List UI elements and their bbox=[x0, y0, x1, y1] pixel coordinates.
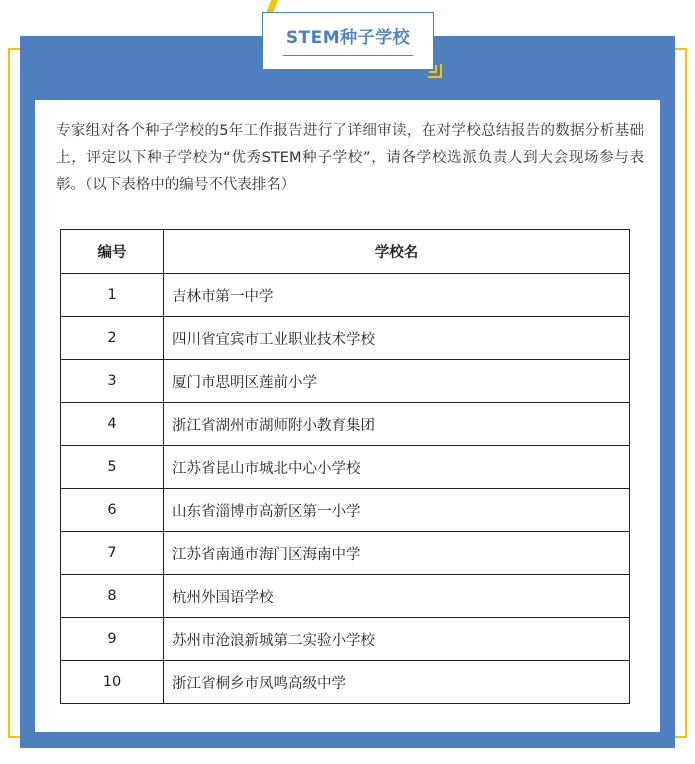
row-number: 7 bbox=[61, 532, 164, 575]
title-underline bbox=[283, 55, 413, 56]
table-header-row bbox=[61, 230, 630, 274]
table-row bbox=[61, 618, 630, 661]
school-name: 江苏省南通市海门区海南中学 bbox=[164, 532, 630, 575]
school-name: 江苏省昆山市城北中心小学校 bbox=[164, 446, 630, 489]
table-row bbox=[61, 274, 630, 317]
table-row bbox=[61, 532, 630, 575]
row-number: 5 bbox=[61, 446, 164, 489]
school-name: 厦门市思明区莲前小学 bbox=[164, 360, 630, 403]
school-name: 杭州外国语学校 bbox=[164, 575, 630, 618]
corner-mark bbox=[428, 64, 442, 78]
row-number: 9 bbox=[61, 618, 164, 661]
table-row bbox=[61, 360, 630, 403]
row-number: 3 bbox=[61, 360, 164, 403]
table-body bbox=[61, 274, 630, 704]
column-header-number: 编号 bbox=[61, 230, 164, 274]
column-header-school: 学校名 bbox=[164, 230, 630, 274]
school-name: 苏州市沧浪新城第二实验小学校 bbox=[164, 618, 630, 661]
school-name: 吉林市第一中学 bbox=[164, 274, 630, 317]
table-row bbox=[61, 446, 630, 489]
title-box bbox=[262, 12, 434, 70]
table-row bbox=[61, 403, 630, 446]
row-number: 10 bbox=[61, 661, 164, 704]
row-number: 6 bbox=[61, 489, 164, 532]
school-name: 山东省淄博市高新区第一小学 bbox=[164, 489, 630, 532]
row-number: 2 bbox=[61, 317, 164, 360]
table-row bbox=[61, 575, 630, 618]
school-name: 浙江省湖州市湖师附小教育集团 bbox=[164, 403, 630, 446]
row-number: 1 bbox=[61, 274, 164, 317]
row-number: 4 bbox=[61, 403, 164, 446]
school-name: 浙江省桐乡市凤鸣高级中学 bbox=[164, 661, 630, 704]
intro-paragraph: 专家组对各个种子学校的5年工作报告进行了详细审读，在对学校总结报告的数据分析基础上，评定以下种子学校为“优秀STEM种子学校”，请各学校选派负责人到大会现场参与表彰。（以下表格中的编号不代表排名） bbox=[56, 123, 644, 193]
school-name: 四川省宜宾市工业职业技术学校 bbox=[164, 317, 630, 360]
table-row bbox=[61, 317, 630, 360]
school-table bbox=[60, 229, 630, 704]
row-number: 8 bbox=[61, 575, 164, 618]
page-title: STEM种子学校 bbox=[285, 28, 411, 48]
table-row bbox=[61, 661, 630, 704]
table-row bbox=[61, 489, 630, 532]
